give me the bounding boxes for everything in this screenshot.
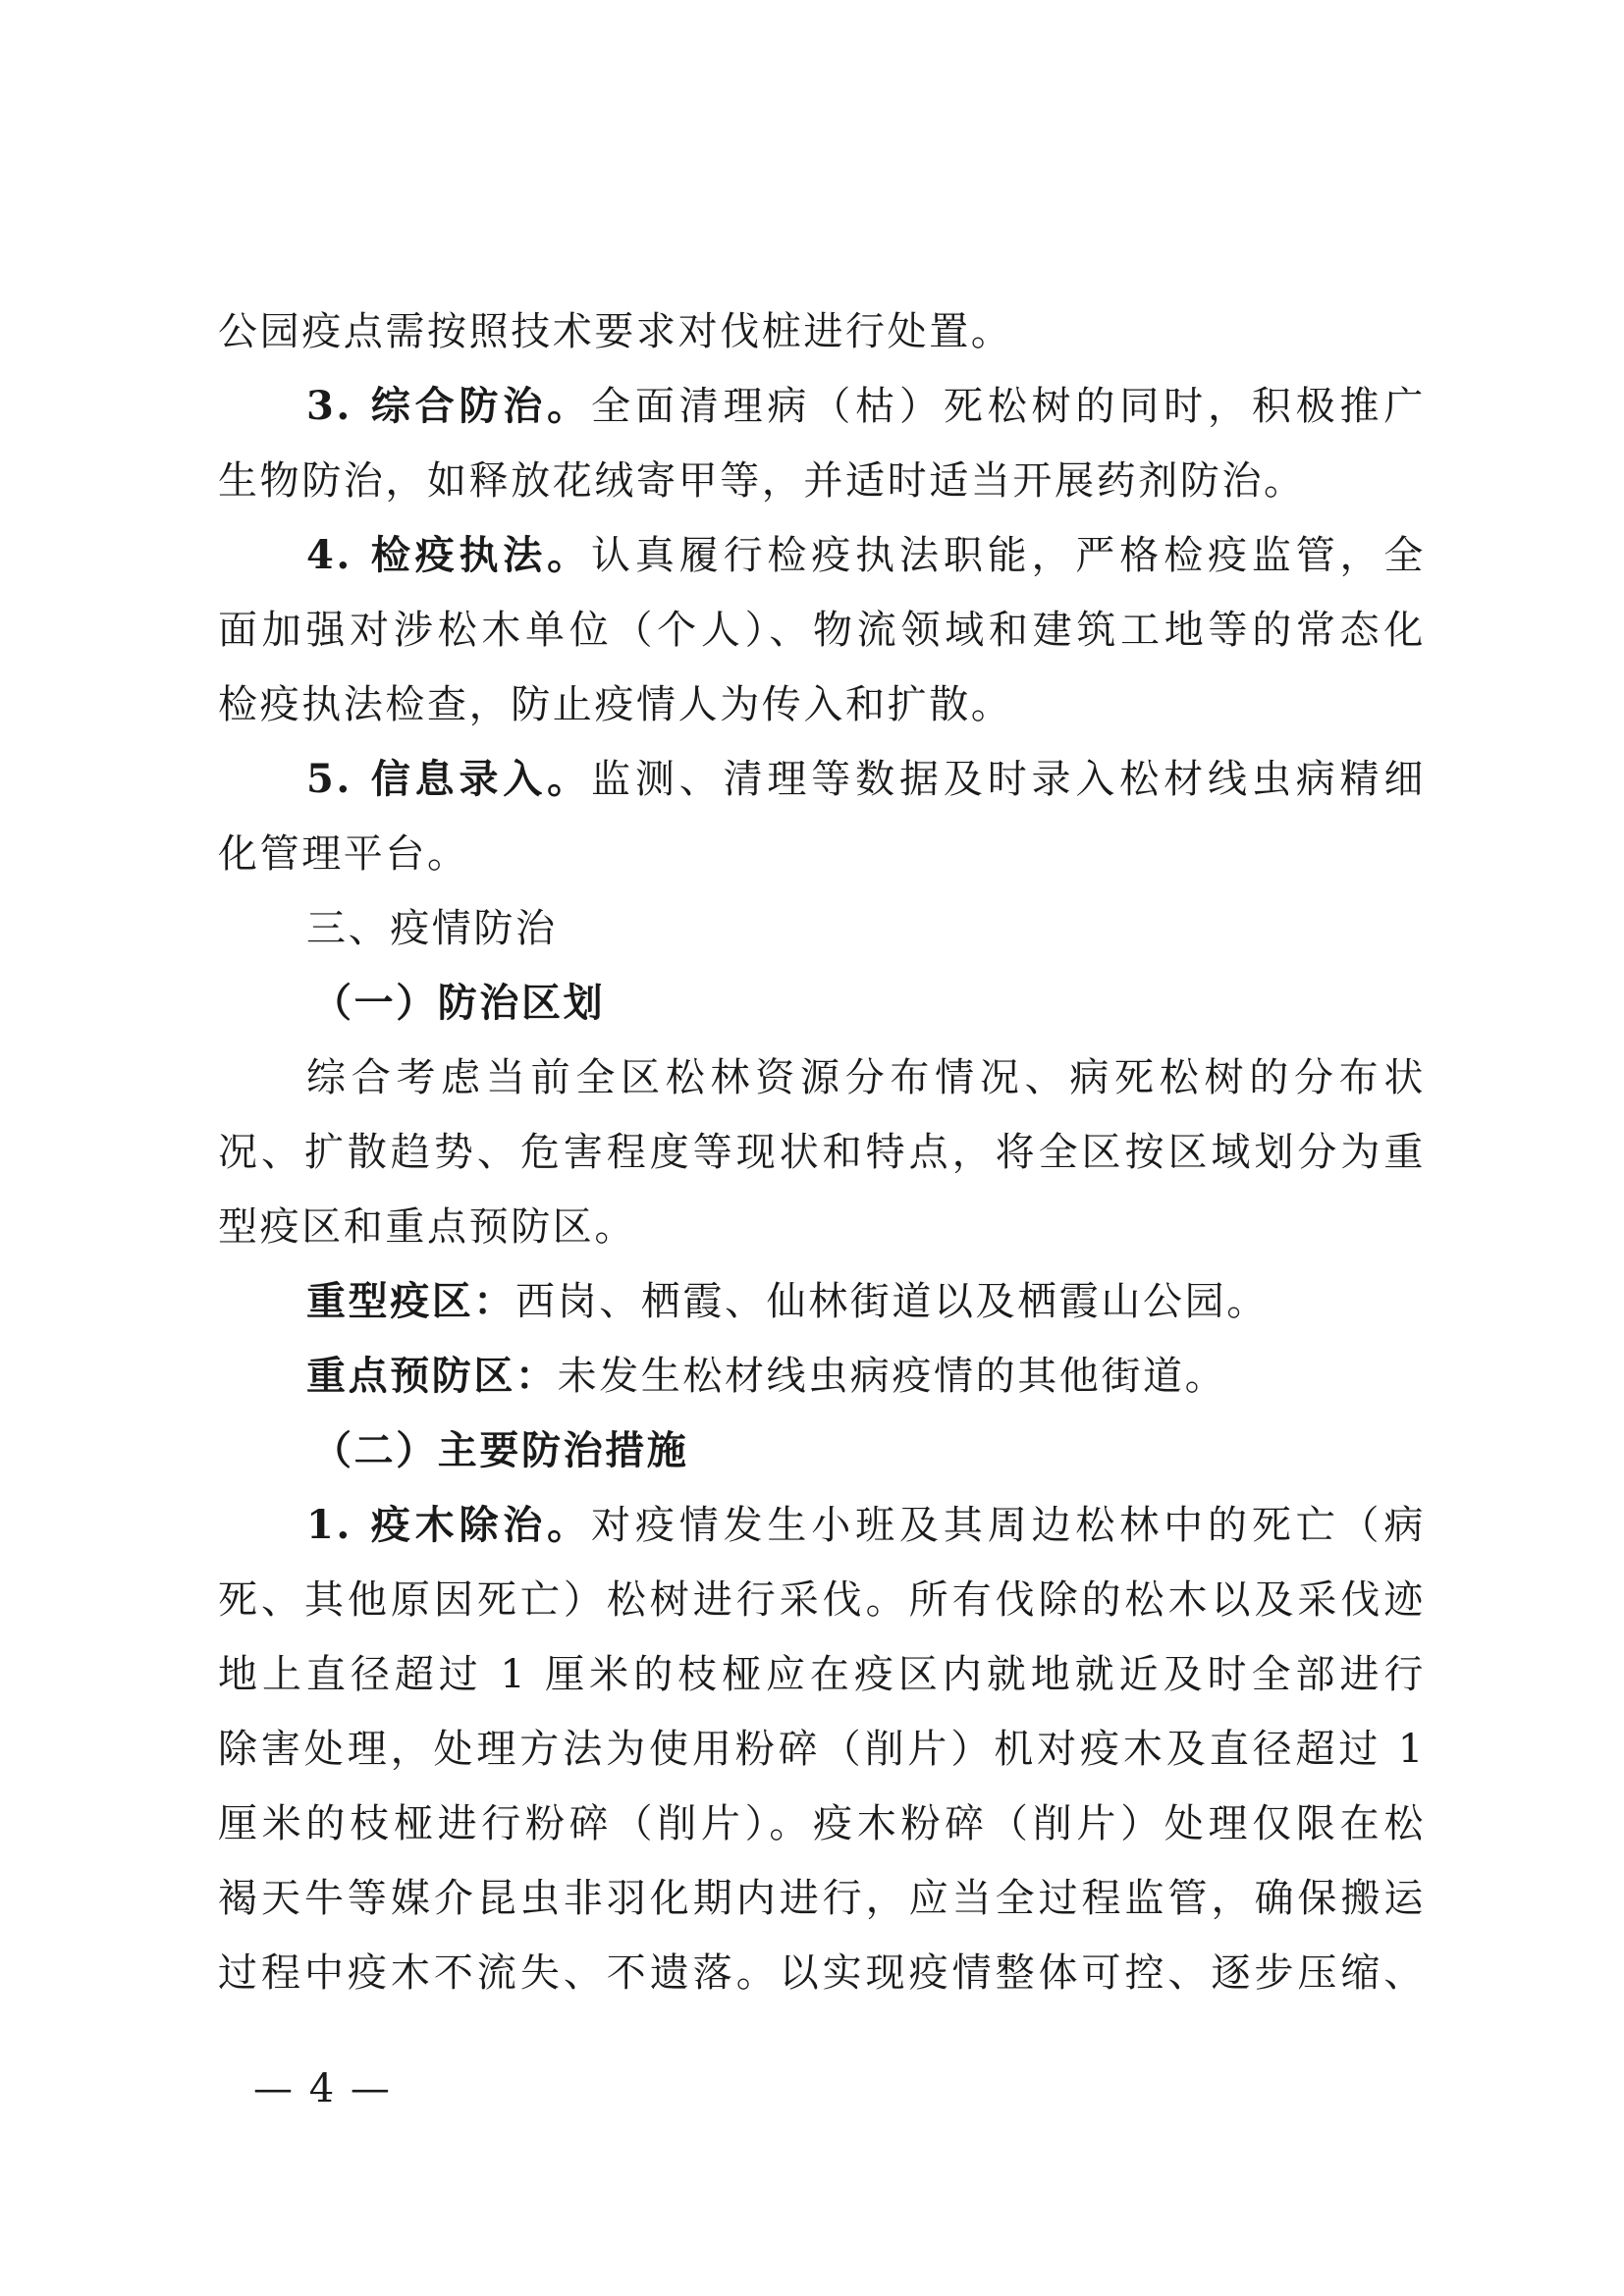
body-line bbox=[218, 1115, 1426, 1190]
line-text: 况、扩散趋势、危害程度等现状和特点，将全区按区域划分为重 bbox=[218, 1130, 1426, 1175]
body-line bbox=[218, 1861, 1426, 1936]
line-text: 地上直径超过 1 厘米的枝桠应在疫区内就地就近及时全部进行 bbox=[218, 1652, 1426, 1697]
line-text: 面加强对涉松木单位（个人）、物流领域和建筑工地等的常态化 bbox=[218, 608, 1426, 653]
line-text: 对疫情发生小班及其周边松林中的死亡（病 bbox=[591, 1503, 1426, 1548]
line-text: 综合考虑当前全区松林资源分布情况、病死松树的分布状 bbox=[306, 1055, 1426, 1100]
body-line bbox=[218, 667, 1426, 742]
paragraph-lead: 3. 综合防治。 bbox=[306, 383, 592, 429]
definition-term: 重型疫区： bbox=[306, 1278, 515, 1324]
definition-line bbox=[306, 1264, 1426, 1339]
body-line bbox=[306, 1041, 1426, 1115]
body-line bbox=[218, 294, 1426, 369]
line-text: 化管理平台。 bbox=[218, 831, 469, 877]
line-text: 褐天牛等媒介昆虫非羽化期内进行，应当全过程监管，确保搬运 bbox=[218, 1876, 1426, 1921]
line-text: 厘米的枝桠进行粉碎（削片）。疫木粉碎（削片）处理仅限在松 bbox=[218, 1801, 1426, 1846]
definition-term: 重点预防区： bbox=[306, 1353, 558, 1399]
body-line bbox=[218, 1190, 1426, 1264]
body-line bbox=[218, 1936, 1426, 2010]
subsection-heading bbox=[312, 966, 1426, 1041]
definition-text: 未发生松材线虫病疫情的其他街道。 bbox=[557, 1354, 1227, 1399]
body-line bbox=[218, 1712, 1426, 1787]
line-text: 公园疫点需按照技术要求对伐桩进行处置。 bbox=[218, 309, 1013, 354]
body-line bbox=[218, 593, 1426, 667]
heading-text: （二）主要防治措施 bbox=[312, 1427, 689, 1473]
line-text: 认真履行检疫执法职能，严格检疫监管，全 bbox=[591, 533, 1426, 578]
body-line bbox=[218, 1637, 1426, 1712]
numbered-paragraph-line bbox=[306, 742, 1426, 817]
line-text: 生物防治，如释放花绒寄甲等，并适时适当开展药剂防治。 bbox=[218, 458, 1306, 504]
paragraph-lead: 1. 疫木除治。 bbox=[306, 1502, 592, 1548]
heading-text: 三、疫情防治 bbox=[306, 906, 558, 951]
line-text: 死、其他原因死亡）松树进行采伐。所有伐除的松木以及采伐迹 bbox=[218, 1577, 1426, 1623]
body-line bbox=[218, 817, 1426, 891]
line-text: 全面清理病（枯）死松树的同时，积极推广 bbox=[591, 384, 1426, 429]
definition-line bbox=[306, 1339, 1426, 1414]
page-number: — 4 — bbox=[253, 2066, 392, 2111]
subsection-heading bbox=[312, 1414, 1426, 1488]
line-text: 检疫执法检查，防止疫情人为传入和扩散。 bbox=[218, 682, 1013, 727]
section-heading bbox=[306, 891, 1426, 966]
body-line bbox=[218, 1563, 1426, 1637]
line-text: 型疫区和重点预防区。 bbox=[218, 1204, 636, 1250]
body-line bbox=[218, 1787, 1426, 1861]
numbered-paragraph-line bbox=[306, 369, 1426, 444]
heading-text: （一）防治区划 bbox=[312, 980, 606, 1026]
body-line bbox=[218, 444, 1426, 518]
paragraph-lead: 5. 信息录入。 bbox=[306, 756, 592, 802]
numbered-paragraph-line bbox=[306, 1488, 1426, 1563]
definition-text: 西岗、栖霞、仙林街道以及栖霞山公园。 bbox=[515, 1279, 1269, 1324]
line-text: 过程中疫木不流失、不遗落。以实现疫情整体可控、逐步压缩、 bbox=[218, 1950, 1426, 1996]
paragraph-lead: 4. 检疫执法。 bbox=[306, 532, 592, 578]
numbered-paragraph-line bbox=[306, 518, 1426, 593]
line-text: 除害处理，处理方法为使用粉碎（削片）机对疫木及直径超过 1 bbox=[218, 1727, 1426, 1772]
line-text: 监测、清理等数据及时录入松材线虫病精细 bbox=[591, 757, 1426, 802]
